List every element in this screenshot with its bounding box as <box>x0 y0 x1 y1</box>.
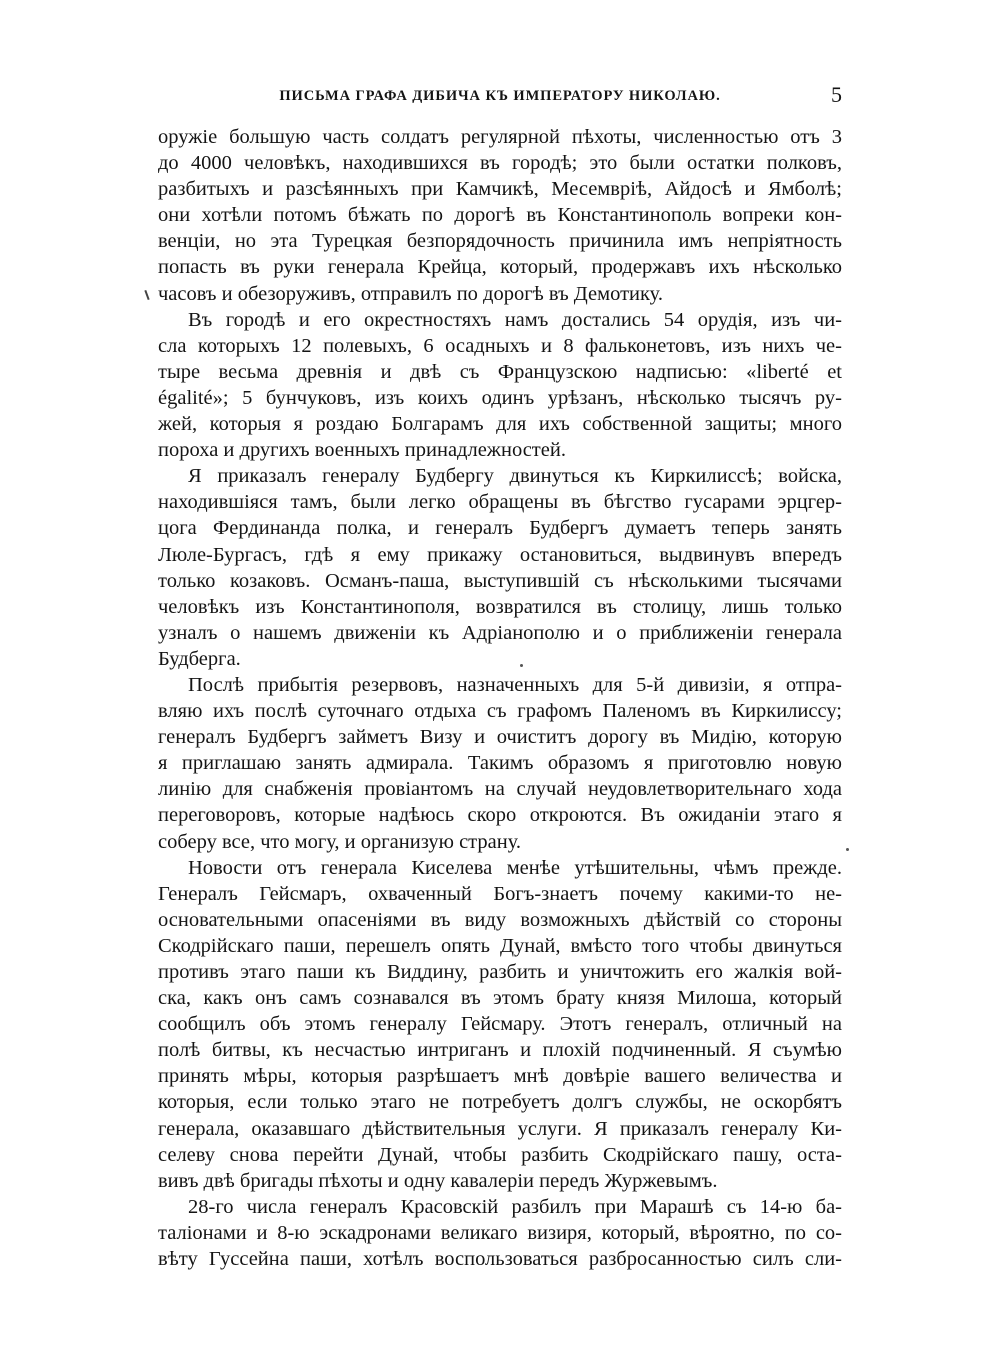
text-line: Послѣ прибытія резервовъ, назначенныхъ для 5-й дивизіи, я отпра- <box>188 673 842 696</box>
text-line: Новости отъ генерала Киселева менѣе утѣшительны, чѣмъ прежде. <box>188 856 842 879</box>
running-head <box>158 84 842 108</box>
text-line: узналъ о нашемъ движеніи къ Адріанополю и о приближеніи генерала <box>158 621 842 644</box>
text-line: которыя, если только этаго не потребуетъ долгъ службы, не оскорбятъ <box>158 1091 842 1114</box>
text-line: оружіе большую часть солдатъ регулярной пѣхоты, численностью отъ 3 <box>158 126 842 148</box>
text-line: человѣкъ изъ Константинополя, возвратился въ столицу, лишь только <box>158 595 842 618</box>
text-line: разбитыхъ и разсѣянныхъ при Камчикѣ, Месемвріѣ, Айдосѣ и Ямболѣ; <box>158 178 842 201</box>
page-number: 5 <box>831 82 842 107</box>
text-line: вивъ двѣ бригады пѣхоты и одну кавалеріи передъ Журжевымъ. <box>158 1169 718 1192</box>
text-line: Я приказалъ генералу Будбергу двинуться къ Киркилиссѣ; войска, <box>188 465 842 488</box>
text-line: принять мѣры, которыя разрѣшаетъ мнѣ довѣріе вашего величества и <box>158 1065 842 1088</box>
text-line: пороха и другихъ военныхъ принадлежностей. <box>158 439 566 462</box>
text-line: попасть въ руки генерала Крейца, который, продержавъ ихъ нѣсколько <box>158 256 842 279</box>
text-line: сла которыхъ 12 полевыхъ, 6 осадныхъ и 8 фальконетовъ, изъ нихъ че- <box>158 334 842 357</box>
margin-tick-mark <box>144 290 149 300</box>
text-line: до 4000 человѣкъ, находившихся въ городѣ; это были остатки полковъ, <box>158 152 842 175</box>
running-title: ПИСЬМА ГРАФА ДИБИЧА КЪ ИМПЕРАТОРУ НИКОЛАЮ. <box>279 88 721 104</box>
text-line: сообщилъ объ этомъ генералу Гейсмару. Этотъ генералъ, отличный на <box>158 1013 842 1036</box>
text-line: Скодрійскаго паши, перешелъ опять Дунай, вмѣсто того чтобы двинуться <box>158 934 842 957</box>
text-line: Въ городѣ и его окрестностяхъ намъ достались 54 орудія, изъ чи- <box>188 308 842 331</box>
text-line: селеву снова перейти Дунай, чтобы разбить Скодрійскаго пашу, оста- <box>158 1143 842 1166</box>
text-line: Люле-Бургасъ, гдѣ я ему прикажу остановиться, выдвинувъ впередъ <box>158 543 842 566</box>
text-line: только козаковъ. Османъ-паша, выступившій съ нѣсколькими тысячами <box>158 569 842 592</box>
text-line: таліонами и 8-ю эскадронами великаго визиря, который, вѣроятно, по со- <box>158 1221 842 1244</box>
text-line: основательными опасеніями въ виду возможныхъ дѣйствій со стороны <box>158 908 842 931</box>
text-line: переговоровъ, которые надѣюсь скоро откроются. Въ ожиданіи этаго я <box>158 804 842 827</box>
body-text <box>158 124 842 1272</box>
text-line: они хотѣли потомъ бѣжать по дорогѣ въ Константинополь вопреки кон- <box>158 204 842 227</box>
text-line: Генералъ Гейсмаръ, охваченный Богъ-знаетъ почему какими-то не- <box>158 882 842 905</box>
print-speck <box>846 848 849 851</box>
text-line: égalité»; 5 бунчуковъ, изъ коихъ одинъ урѣзанъ, нѣсколько тысячъ ру- <box>158 386 842 409</box>
text-line: цога Фердинанда полка, и генералъ Будбергъ думаетъ теперь занять <box>158 517 842 540</box>
text-line: противъ этаго паши къ Виддину, разбить и уничтожить его жалкія вой- <box>158 961 842 983</box>
text-line: 28-го числа генералъ Красовскій разбилъ при Марашѣ съ 14-ю ба- <box>188 1195 842 1218</box>
text-line: я приглашаю занять адмирала. Такимъ образомъ я приготовлю новую <box>158 752 842 775</box>
text-line: жей, которыя я роздаю Болгарамъ для ихъ собственной защиты; много <box>158 413 842 436</box>
text-line: Будберга. <box>158 647 241 670</box>
text-line: полѣ битвы, къ несчастью интриганъ и плохій подчиненный. Я съумѣю <box>158 1039 842 1062</box>
text-line: линію для снабженія провіантомъ на случай неудовлетворительнаго хода <box>158 778 842 801</box>
text-line: соберу все, что могу, и организую страну. <box>158 830 522 853</box>
text-line: тыре весьма древнія и двѣ съ Французскою надписью: «liberté et <box>158 360 842 383</box>
text-line: часовъ и обезоруживъ, отправилъ по дорогѣ въ Демотику. <box>158 282 664 305</box>
text-line: генералъ Будбергъ займетъ Визу и очиститъ дорогу въ Мидію, которую <box>158 726 842 749</box>
text-line: венціи, но эта Турецкая безпорядочность причинила имъ непріятность <box>158 230 842 253</box>
text-line: ска, какъ онъ самъ сознавался въ этомъ брату князя Милоша, который <box>158 987 842 1010</box>
text-line: генерала, оказавшаго дѣйствительныя услуги. Я приказалъ генералу Ки- <box>158 1117 842 1140</box>
text-line: вѣту Гуссейна паши, хотѣлъ воспользоваться разбросанностью силъ сли- <box>158 1248 842 1271</box>
text-line: находившіяся тамъ, были легко обращены въ бѣгство гусарами эрцгер- <box>158 491 842 514</box>
text-line: вляю ихъ послѣ суточнаго отдыха съ графомъ Паленомъ въ Киркилиссу; <box>158 700 842 723</box>
